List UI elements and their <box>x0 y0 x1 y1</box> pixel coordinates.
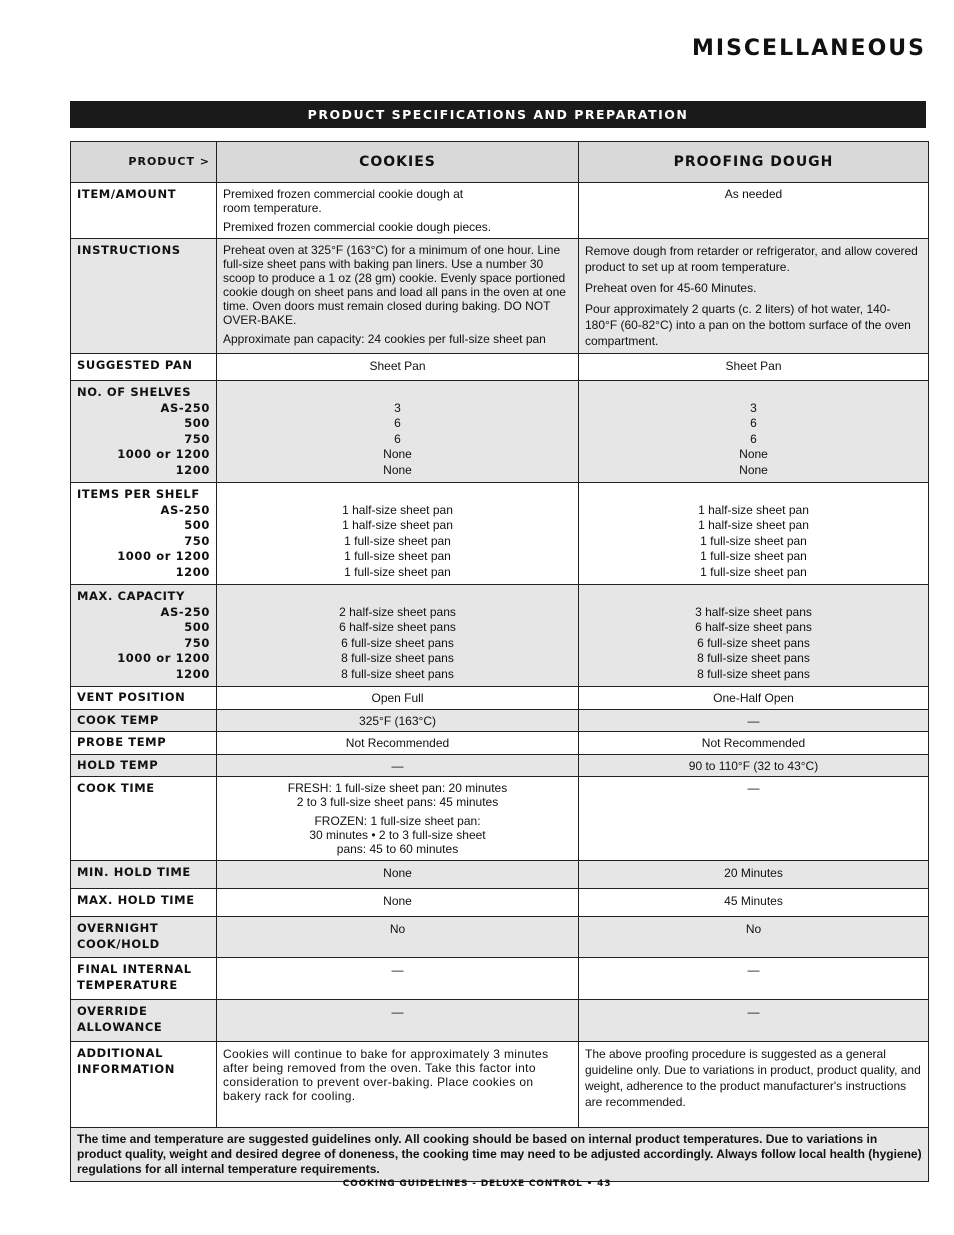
page-title: MISCELLANEOUS <box>691 36 926 61</box>
cookies-cell <box>217 777 579 861</box>
dough-cell: — <box>579 709 929 732</box>
table-header-row <box>71 142 929 183</box>
cookies-cell: Cookies will continue to bake for approximately 3 minutes after being removed from the oven. Take this factor into consideration to prevent over-baking. Place cookies on bakery rack for cooling. <box>217 1042 579 1128</box>
row-label: PROBE TEMP <box>71 732 217 755</box>
footnote-row <box>71 1128 929 1182</box>
row-label: FINAL INTERNAL TEMPERATURE <box>71 958 217 1000</box>
cell-text: 3 <box>394 400 401 415</box>
model-label: 500 <box>184 416 210 430</box>
cell-text: FRESH: 1 full-size sheet pan: 20 minutes 2 to 3 full-size sheet pans: 45 minutes <box>287 781 508 809</box>
cell-text: 6 full-size sheet pans <box>341 635 454 650</box>
cell-text: 8 full-size sheet pans <box>697 651 810 665</box>
footnote: The time and temperature are suggested guidelines only. All cooking should be based on internal product temperatures. Due to variations in product quality, weight and desired degree of doneness, the cooking time may need to be adjusted accordingly. Always follow local health (hygiene) regulations for all internal temperature requirements. <box>71 1128 929 1182</box>
row-label: ADDITIONAL INFORMATION <box>71 1042 217 1128</box>
table-row <box>71 183 929 239</box>
cookies-cell: — <box>217 754 579 777</box>
cell-text: 1 half-size sheet pan <box>698 502 809 517</box>
cell-text: 8 full-size sheet pans <box>341 651 454 665</box>
table-row <box>71 354 929 381</box>
model-label: 500 <box>184 518 210 532</box>
row-label-text: NO. OF SHELVES <box>77 385 192 399</box>
model-label: 1000 or 1200 <box>117 651 210 665</box>
cell-text: Preheat oven for 45-60 Minutes. <box>585 281 757 295</box>
row-label-text: MAX. CAPACITY <box>77 589 185 603</box>
section-banner: PRODUCT SPECIFICATIONS AND PREPARATION <box>70 101 926 128</box>
cell-text: Preheat oven at 325°F (163°C) for a minimum of one hour. Line full-size sheet pans with baking pan liners. Use a number 30 scoop to produce a 1 oz (28 gm) cookie. Evenly space portioned cookie dough on sheet pans and load all pans in the oven at one time. Oven doors must remain closed during baking. DO NOT OVER-BAKE. <box>223 243 566 327</box>
row-label: COOK TEMP <box>71 709 217 732</box>
model-label: 1200 <box>175 564 210 579</box>
cell-text: 8 full-size sheet pans <box>341 666 454 681</box>
proofing-dough-header: PROOFING DOUGH <box>579 142 929 183</box>
cell-text: 1 full-size sheet pan <box>700 533 807 548</box>
model-label: 1000 or 1200 <box>117 549 210 563</box>
cookies-cell: Open Full <box>217 687 579 710</box>
product-spec-table <box>70 141 929 1182</box>
table-row <box>71 958 929 1000</box>
cell-text: 1 full-size sheet pan <box>344 533 451 548</box>
cookies-cell <box>217 381 579 483</box>
dough-cell: As needed <box>579 183 929 239</box>
dough-cell: — <box>579 958 929 1000</box>
dough-cell: One-Half Open <box>579 687 929 710</box>
table-row <box>71 1000 929 1042</box>
row-label: VENT POSITION <box>71 687 217 710</box>
model-label: AS-250 <box>160 604 210 619</box>
cell-text: None <box>739 447 768 461</box>
model-label: 1200 <box>175 462 210 477</box>
cell-text: 8 full-size sheet pans <box>697 666 810 681</box>
cell-text: 1 half-size sheet pan <box>342 502 453 517</box>
row-label <box>71 483 217 585</box>
dough-cell <box>579 483 929 585</box>
cookies-cell: — <box>217 958 579 1000</box>
model-label: AS-250 <box>160 502 210 517</box>
cell-text: 6 <box>394 431 401 446</box>
cell-text: 6 full-size sheet pans <box>697 635 810 650</box>
cell-text: Remove dough from retarder or refrigerator, and allow covered product to set up at room temperature. <box>585 244 918 274</box>
cell-text: 1 half-size sheet pan <box>698 518 809 532</box>
dough-cell <box>579 381 929 483</box>
model-label: AS-250 <box>160 400 210 415</box>
cell-text: Premixed frozen commercial cookie dough at room temperature. <box>223 187 464 215</box>
dough-cell: — <box>579 777 929 861</box>
model-label: 750 <box>184 533 210 548</box>
table-row <box>71 888 929 917</box>
cell-text: 2 half-size sheet pans <box>339 604 456 619</box>
product-header: PRODUCT > <box>71 142 217 183</box>
row-label: MAX. HOLD TIME <box>71 888 217 917</box>
cell-text: None <box>739 462 768 477</box>
cookies-cell: No <box>217 917 579 958</box>
table-row <box>71 381 929 483</box>
cookies-cell: None <box>217 861 579 889</box>
cookies-cell: 325°F (163°C) <box>217 709 579 732</box>
dough-cell: 90 to 110°F (32 to 43°C) <box>579 754 929 777</box>
cell-text: 1 full-size sheet pan <box>700 564 807 579</box>
dough-cell: The above proofing procedure is suggested as a general guideline only. Due to variations in product, product quality, and weight, adherence to the product manufacturer's instructions are recommended. <box>579 1042 929 1128</box>
dough-cell <box>579 239 929 354</box>
table-row <box>71 777 929 861</box>
row-label: MIN. HOLD TIME <box>71 861 217 889</box>
cell-text: None <box>383 447 412 461</box>
model-label: 500 <box>184 620 210 634</box>
table-row <box>71 861 929 889</box>
table-row <box>71 687 929 710</box>
table-row <box>71 754 929 777</box>
row-label: INSTRUCTIONS <box>71 239 217 354</box>
cell-text: 3 <box>750 400 757 415</box>
row-label: ITEM/AMOUNT <box>71 183 217 239</box>
cell-text: 1 full-size sheet pan <box>344 549 451 563</box>
page-footer: COOKING GUIDELINES - DELUXE CONTROL • 43 <box>342 1179 612 1189</box>
cookies-cell: Not Recommended <box>217 732 579 755</box>
model-label: 1200 <box>175 666 210 681</box>
cookies-cell <box>217 183 579 239</box>
row-label: COOK TIME <box>71 777 217 861</box>
cookies-cell <box>217 483 579 585</box>
cell-text: 6 <box>750 416 757 430</box>
cookies-cell <box>217 585 579 687</box>
table-row <box>71 917 929 958</box>
row-label <box>71 585 217 687</box>
dough-cell: Sheet Pan <box>579 354 929 381</box>
row-label <box>71 381 217 483</box>
cookies-cell: — <box>217 1000 579 1042</box>
model-label: 750 <box>184 635 210 650</box>
table-row <box>71 732 929 755</box>
dough-cell: — <box>579 1000 929 1042</box>
table-row <box>71 483 929 585</box>
dough-cell: No <box>579 917 929 958</box>
model-label: 750 <box>184 431 210 446</box>
cell-text: Approximate pan capacity: 24 cookies per full-size sheet pan <box>223 332 546 346</box>
row-label: OVERRIDE ALLOWANCE <box>71 1000 217 1042</box>
table-row <box>71 709 929 732</box>
cell-text: Premixed frozen commercial cookie dough pieces. <box>223 220 492 234</box>
cell-text: 6 <box>394 416 401 430</box>
dough-cell: 45 Minutes <box>579 888 929 917</box>
cookies-cell: None <box>217 888 579 917</box>
cell-text: 1 half-size sheet pan <box>342 518 453 532</box>
table-row <box>71 1042 929 1128</box>
dough-cell: Not Recommended <box>579 732 929 755</box>
cell-text: 6 <box>750 431 757 446</box>
table-row <box>71 239 929 354</box>
cell-text: Pour approximately 2 quarts (c. 2 liters) of hot water, 140-180°F (60-82°C) into a pan on the bottom surface of the oven compartment. <box>585 302 911 348</box>
row-label-text: ITEMS PER SHELF <box>77 487 200 501</box>
cell-text: None <box>383 462 412 477</box>
cell-text: 6 half-size sheet pans <box>339 620 456 634</box>
cookies-cell <box>217 239 579 354</box>
dough-cell: 20 Minutes <box>579 861 929 889</box>
cell-text: 6 half-size sheet pans <box>695 620 812 634</box>
row-label: OVERNIGHT COOK/HOLD <box>71 917 217 958</box>
row-label: SUGGESTED PAN <box>71 354 217 381</box>
cell-text: 3 half-size sheet pans <box>695 604 812 619</box>
table-row <box>71 585 929 687</box>
cookies-cell: Sheet Pan <box>217 354 579 381</box>
cell-text: 1 full-size sheet pan <box>700 549 807 563</box>
cookies-header: COOKIES <box>217 142 579 183</box>
row-label: HOLD TEMP <box>71 754 217 777</box>
cell-text: 1 full-size sheet pan <box>344 564 451 579</box>
dough-cell <box>579 585 929 687</box>
model-label: 1000 or 1200 <box>117 447 210 461</box>
cell-text: FROZEN: 1 full-size sheet pan: 30 minutes • 2 to 3 full-size sheet pans: 45 to 60 minutes <box>309 814 486 856</box>
